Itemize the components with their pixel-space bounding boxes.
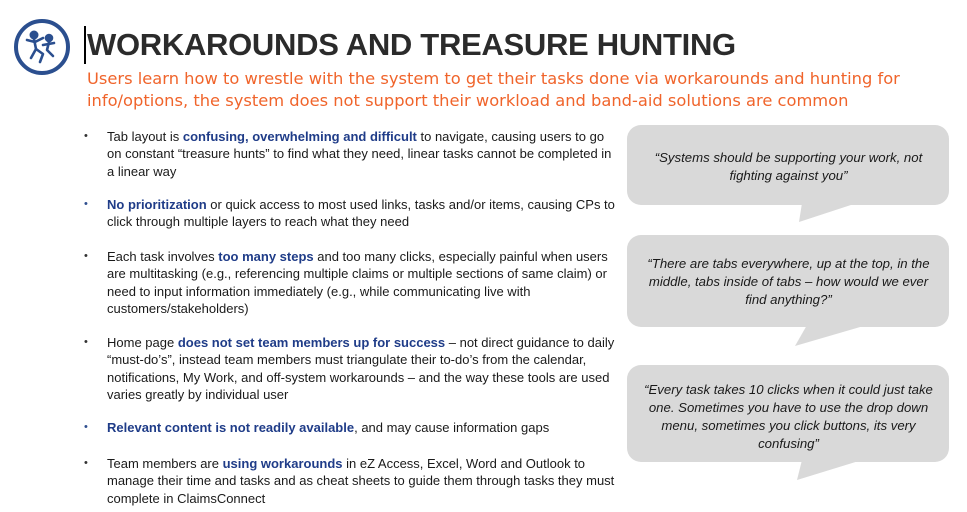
finding-highlight: using workarounds	[222, 456, 343, 471]
bullet-dot: •	[84, 457, 88, 469]
finding-highlight: does not set team members up for success	[177, 335, 446, 350]
logo	[13, 18, 71, 76]
finding-item: • Each task involves too many steps and too many clicks, especially painful when users are multitasking (e.g., referencing multiple claims or multiple sections of same claim) or need to input information immediately (e.g., while communicating live with customers/stakeholders)	[84, 249, 608, 317]
quote-bubble	[627, 235, 950, 347]
page-title: WORKAROUNDS AND TREASURE HUNTING	[87, 27, 736, 62]
quote-bubble	[627, 365, 950, 481]
finding-item: • Home page does not set team members up for success – not direct guidance to daily “must-do’s”, instead team members must triangulate their to-do’s from the calendar, notifications, My Work, and off-system workarounds – and the way these tools are used varies greatly by individual user	[84, 335, 615, 403]
bullet-dot: •	[84, 198, 88, 210]
bullet-dot: •	[84, 250, 88, 262]
bullet-dot: •	[84, 421, 88, 433]
bullet-dot: •	[84, 336, 88, 348]
quote-text: “There are tabs everywhere, up at the top, in the middle, tabs inside of tabs – how would we ever find anything?”	[647, 256, 930, 307]
finding-highlight: too many steps	[218, 249, 314, 264]
people-network-icon	[13, 18, 71, 76]
finding-highlight: No prioritization	[107, 197, 207, 212]
finding-highlight: confusing, overwhelming and difficult	[182, 129, 417, 144]
quote-bubble	[627, 125, 950, 223]
quote-text: “Every task takes 10 clicks when it could just take one. Sometimes you have to use the drop down menu, sometimes you click buttons, its very confusing”	[644, 382, 933, 451]
finding-item: • No prioritization or quick access to most used links, tasks and/or items, causing CPs to click through multiple layers to reach what they need	[84, 197, 615, 230]
quote-text: “Systems should be supporting your work, not fighting against you”	[654, 150, 923, 183]
finding-item: • Team members are using workarounds in eZ Access, Excel, Word and Outlook to manage their time and tasks and as cheat sheets to guide them through tasks they must complete in ClaimsConnect	[84, 456, 615, 506]
finding-item: • Relevant content is not readily available, and may cause information gaps	[84, 420, 550, 435]
finding-highlight: Relevant content is not readily available	[107, 420, 355, 435]
finding-item: • Tab layout is confusing, overwhelming and difficult to navigate, causing users to go on constant “treasure hunts” to find what they need, linear tasks cannot be completed in a linear way	[84, 129, 612, 179]
text-cursor	[84, 26, 86, 64]
bullet-dot: •	[84, 130, 88, 142]
page-subtitle: Users learn how to wrestle with the system to get their tasks done via workarounds and hunting for info/options, the system does not support their workload and band-aid solutions are common	[87, 69, 900, 110]
